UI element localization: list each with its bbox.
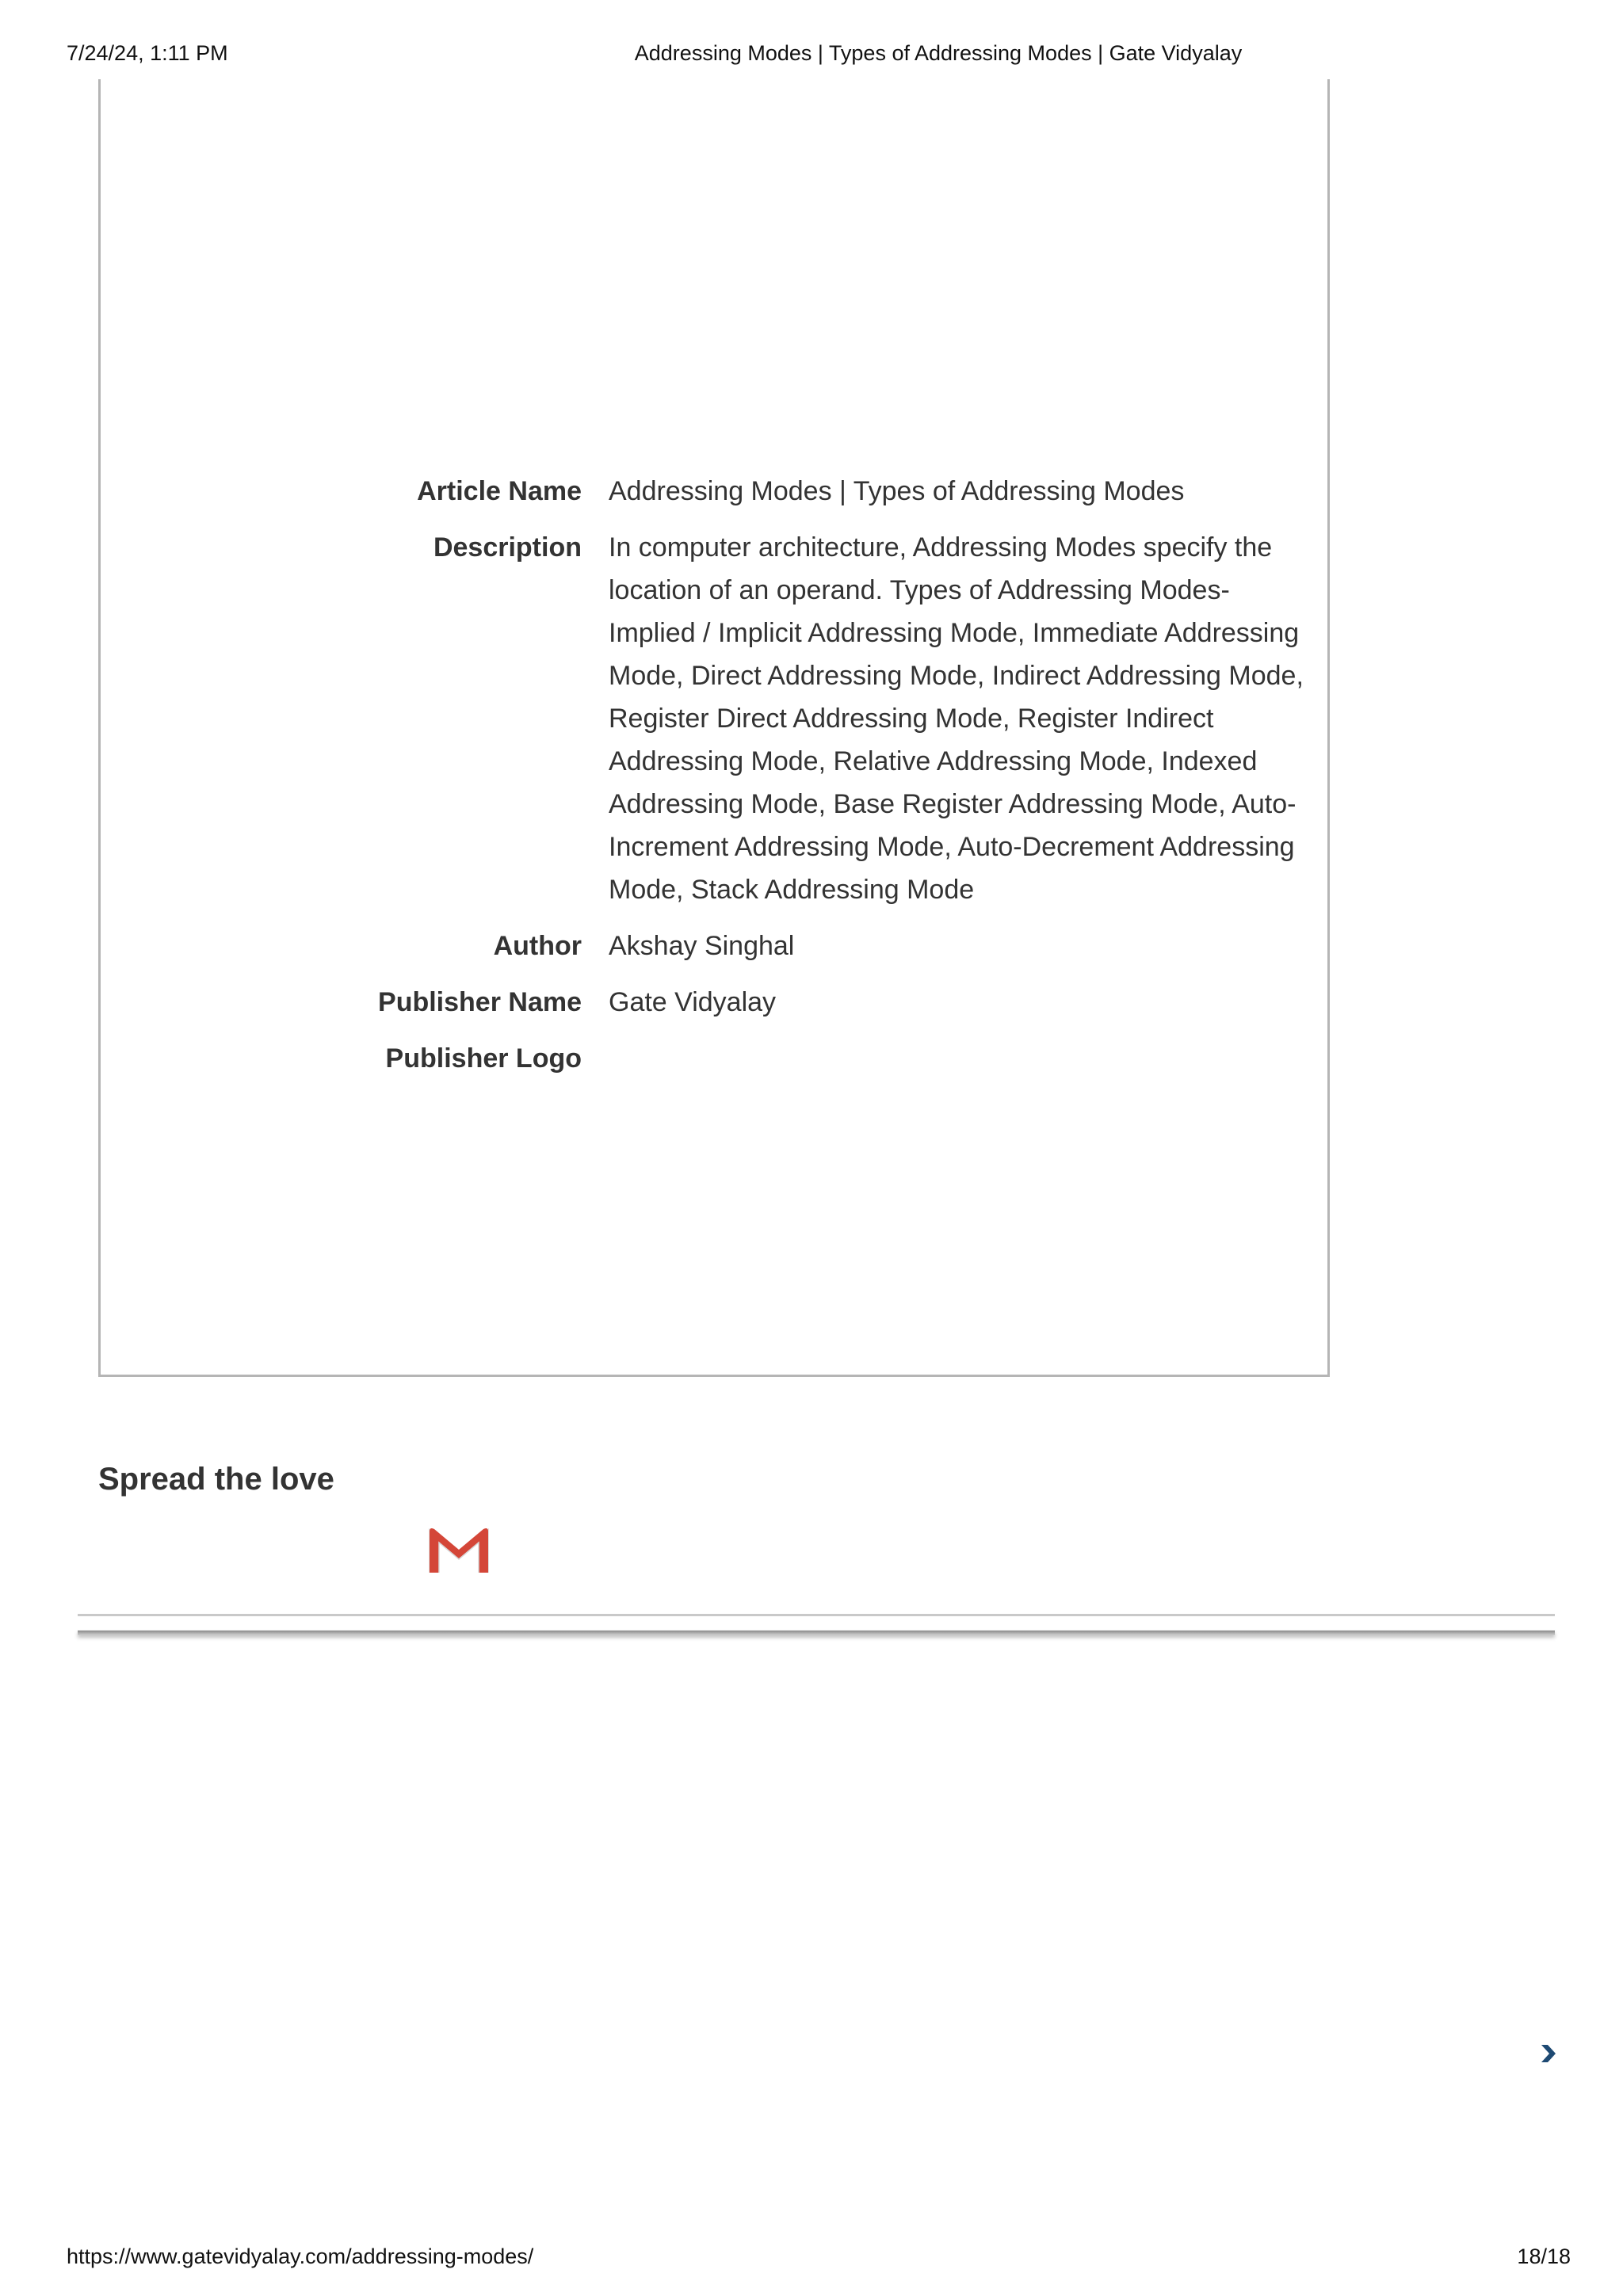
schema-row-article-name <box>279 463 1309 520</box>
schema-value: Akshay Singhal <box>609 931 795 961</box>
schema-row-publisher-name <box>279 974 1309 1031</box>
schema-label: Article Name <box>417 476 582 506</box>
share-section-title: Spread the love <box>98 1462 334 1497</box>
gmail-icon <box>428 1525 490 1574</box>
schema-label: Description <box>433 532 582 563</box>
article-schema-table <box>279 463 1309 1087</box>
section-divider <box>78 1614 1555 1616</box>
schema-row-publisher-logo <box>279 1031 1309 1087</box>
schema-label: Publisher Logo <box>385 1043 582 1074</box>
print-datetime: 7/24/24, 1:11 PM <box>67 41 228 65</box>
chevron-right-icon <box>1539 2042 1558 2065</box>
gmail-share-button[interactable] <box>428 1525 490 1574</box>
print-page-url: https://www.gatevidyalay.com/addressing-modes/ <box>67 2245 534 2268</box>
print-page-title: Addressing Modes | Types of Addressing Modes | Gate Vidyalay <box>634 41 1243 65</box>
schema-row-description <box>279 520 1309 918</box>
schema-label: Author <box>493 931 582 961</box>
schema-label: Publisher Name <box>378 987 582 1017</box>
schema-value: In computer architecture, Addressing Modes specify the location of an operand. Types of Addressing Modes- Implied / Implicit Addressing Mode, Immediate Addressing Mode, Direct Addressing Mode, Indirect Addressing Mode, Register Direct Addressing Mode, Register Indirect Addressing Mode, Relative Addressing Mode, Indexed Addressing Mode, Base Register Addressing Mode, Auto-Increment Addressing Mode, Auto-Decrement Addressing Mode, Stack Addressing Mode <box>609 532 1304 905</box>
schema-row-author <box>279 918 1309 974</box>
publisher-logo <box>609 1031 1309 1087</box>
section-divider-shadow <box>78 1630 1555 1635</box>
schema-value: Addressing Modes | Types of Addressing Modes <box>609 476 1185 506</box>
next-page-button[interactable] <box>1539 2042 1558 2065</box>
schema-value: Gate Vidyalay <box>609 987 777 1017</box>
print-page-number: 18/18 <box>1517 2245 1571 2268</box>
